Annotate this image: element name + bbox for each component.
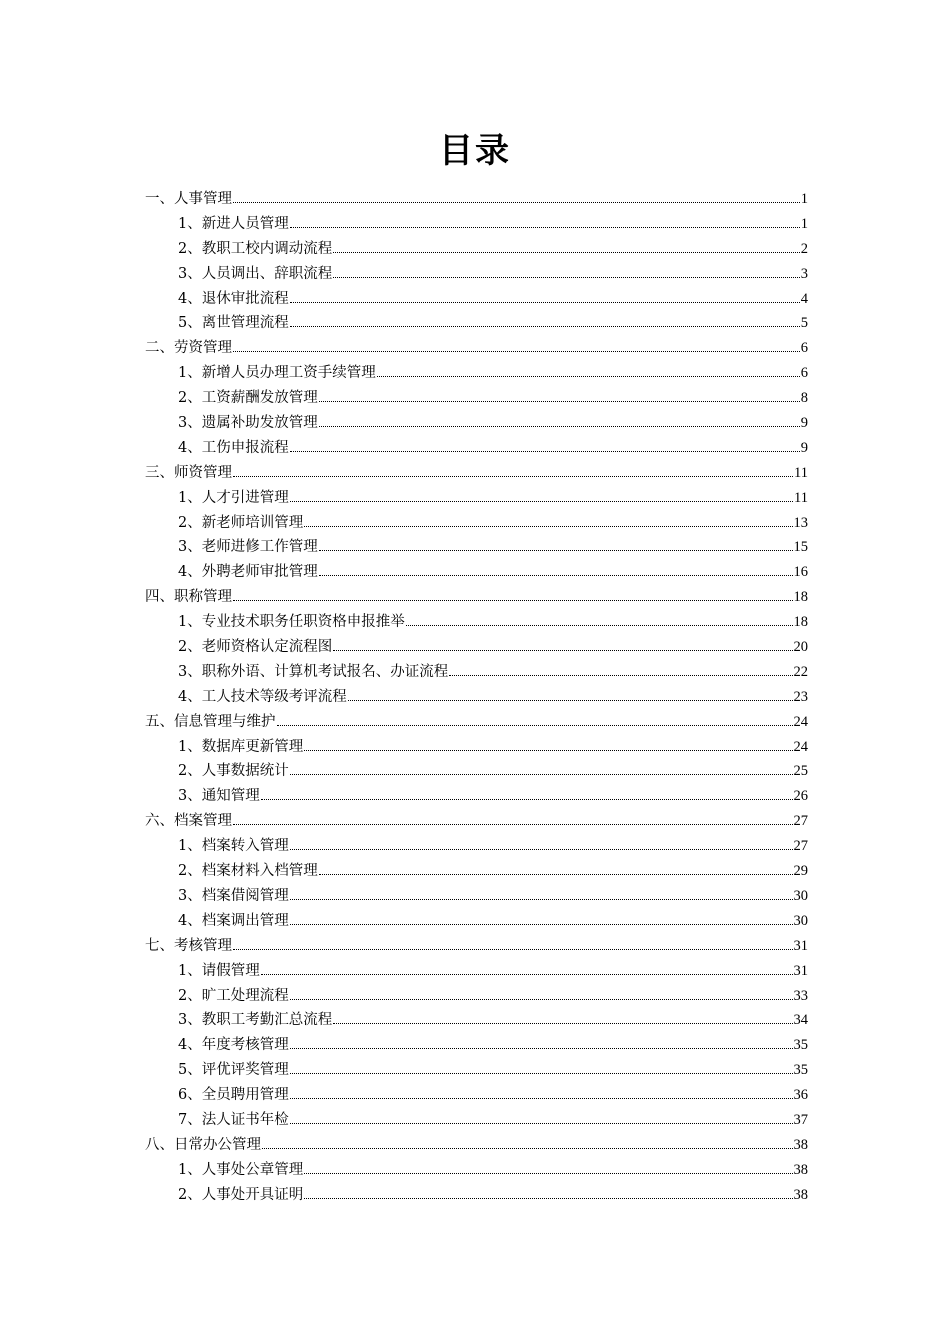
toc-dot-leader — [290, 848, 793, 850]
toc-subsection-entry[interactable] — [145, 287, 808, 312]
toc-dot-leader — [233, 350, 800, 352]
toc-subsection-entry[interactable] — [145, 361, 808, 386]
toc-subsection-entry[interactable] — [145, 635, 808, 660]
toc-page-number: 24 — [793, 738, 808, 755]
toc-subsection-entry[interactable] — [145, 212, 808, 237]
toc-dot-leader — [449, 674, 792, 676]
toc-subsection-entry[interactable] — [145, 535, 808, 560]
toc-dot-leader — [304, 1172, 792, 1174]
toc-subsection-entry[interactable] — [145, 486, 808, 511]
toc-page-number: 37 — [793, 1111, 808, 1128]
toc-page-number: 24 — [793, 713, 808, 730]
toc-page-number: 38 — [793, 1161, 808, 1178]
toc-page-number: 11 — [794, 489, 808, 506]
toc-dot-leader — [290, 898, 793, 900]
toc-page-number: 11 — [794, 464, 808, 481]
toc-entry-label: 6、全员聘用管理 — [178, 1087, 289, 1104]
toc-subsection-entry[interactable] — [145, 610, 808, 635]
toc-entry-label: 4、退休审批流程 — [178, 290, 289, 307]
toc-page-number: 13 — [793, 514, 808, 531]
toc-dot-leader — [233, 948, 793, 950]
toc-dot-leader — [290, 1097, 793, 1099]
toc-page-number: 16 — [793, 564, 808, 581]
toc-section-entry[interactable] — [145, 934, 808, 959]
toc-dot-leader — [262, 1147, 793, 1149]
toc-subsection-entry[interactable] — [145, 436, 808, 461]
toc-subsection-entry[interactable] — [145, 660, 808, 685]
toc-subsection-entry[interactable] — [145, 1183, 808, 1208]
toc-page-number: 5 — [800, 315, 808, 332]
toc-page-number: 6 — [800, 340, 808, 357]
toc-entry-label: 2、档案材料入档管理 — [178, 863, 318, 880]
toc-dot-leader — [319, 574, 793, 576]
toc-entry-label: 3、档案借阅管理 — [178, 887, 289, 904]
toc-subsection-entry[interactable] — [145, 984, 808, 1009]
toc-entry-label: 1、人才引进管理 — [178, 489, 289, 506]
toc-page-number: 27 — [793, 838, 808, 855]
toc-subsection-entry[interactable] — [145, 884, 808, 909]
toc-dot-leader — [319, 425, 800, 427]
toc-page-number: 9 — [800, 415, 808, 432]
toc-entry-label: 4、年度考核管理 — [178, 1037, 289, 1054]
toc-subsection-entry[interactable] — [145, 511, 808, 536]
toc-page-number: 27 — [793, 813, 808, 830]
toc-page-number: 25 — [793, 763, 808, 780]
toc-subsection-entry[interactable] — [145, 1033, 808, 1058]
toc-dot-leader — [290, 226, 800, 228]
toc-page-number: 26 — [793, 788, 808, 805]
toc-entry-label: 3、老师进修工作管理 — [178, 539, 318, 556]
toc-dot-leader — [290, 325, 800, 327]
toc-page-number: 1 — [800, 215, 808, 232]
toc-subsection-entry[interactable] — [145, 1008, 808, 1033]
toc-page-number: 30 — [793, 887, 808, 904]
toc-section-entry[interactable] — [145, 585, 808, 610]
toc-dot-leader — [319, 400, 800, 402]
toc-page-number: 3 — [800, 265, 808, 282]
toc-page-number: 36 — [793, 1087, 808, 1104]
toc-entry-label: 1、新增人员办理工资手续管理 — [178, 365, 376, 382]
toc-page-number: 20 — [793, 639, 808, 656]
toc-section-entry[interactable] — [145, 1133, 808, 1158]
toc-section-entry[interactable] — [145, 809, 808, 834]
toc-entry-label: 3、职称外语、计算机考试报名、办证流程 — [178, 663, 449, 680]
toc-entry-label: 3、教职工考勤汇总流程 — [178, 1012, 333, 1029]
toc-subsection-entry[interactable] — [145, 411, 808, 436]
toc-dot-leader — [290, 1122, 793, 1124]
toc-page-number: 18 — [793, 589, 808, 606]
toc-dot-leader — [304, 525, 792, 527]
toc-dot-leader — [406, 624, 793, 626]
toc-subsection-entry[interactable] — [145, 784, 808, 809]
toc-dot-leader — [261, 973, 793, 975]
toc-dot-leader — [290, 1072, 793, 1074]
toc-entry-label: 五、信息管理与维护 — [145, 713, 276, 730]
toc-dot-leader — [319, 549, 793, 551]
toc-section-entry[interactable] — [145, 187, 808, 212]
toc-page-number: 9 — [800, 439, 808, 456]
toc-entry-label: 三、师资管理 — [145, 464, 232, 481]
toc-entry-label: 2、老师资格认定流程图 — [178, 639, 333, 656]
toc-entry-label: 四、职称管理 — [145, 589, 232, 606]
toc-entry-label: 1、专业技术职务任职资格申报推举 — [178, 614, 405, 631]
toc-entry-label: 4、外聘老师审批管理 — [178, 564, 318, 581]
toc-section-entry[interactable] — [145, 461, 808, 486]
toc-page-number: 31 — [793, 962, 808, 979]
toc-entry-label: 八、日常办公管理 — [145, 1136, 261, 1153]
toc-subsection-entry[interactable] — [145, 237, 808, 262]
toc-subsection-entry[interactable] — [145, 1158, 808, 1183]
toc-subsection-entry[interactable] — [145, 959, 808, 984]
toc-page-number: 2 — [800, 240, 808, 257]
toc-page-number: 6 — [800, 365, 808, 382]
toc-dot-leader — [233, 823, 793, 825]
toc-entry-label: 2、人事数据统计 — [178, 763, 289, 780]
toc-dot-leader — [290, 998, 793, 1000]
toc-entry-label: 4、工伤申报流程 — [178, 439, 289, 456]
toc-page-number: 35 — [793, 1062, 808, 1079]
toc-dot-leader — [304, 1197, 792, 1199]
toc-entry-label: 5、评优评奖管理 — [178, 1062, 289, 1079]
toc-entry-label: 1、档案转入管理 — [178, 838, 289, 855]
toc-dot-leader — [333, 649, 792, 651]
toc-page-number: 23 — [793, 688, 808, 705]
toc-entry-label: 3、人员调出、辞职流程 — [178, 265, 333, 282]
toc-entry-label: 2、新老师培训管理 — [178, 514, 304, 531]
toc-entry-label: 2、旷工处理流程 — [178, 987, 289, 1004]
toc-subsection-entry[interactable] — [145, 735, 808, 760]
page-title: 目录 — [439, 131, 511, 171]
toc-entry-label: 2、工资薪酬发放管理 — [178, 390, 318, 407]
toc-dot-leader — [290, 923, 793, 925]
toc-dot-leader — [304, 749, 792, 751]
toc-entry-label: 1、人事处公章管理 — [178, 1161, 304, 1178]
toc-entry-label: 7、法人证书年检 — [178, 1111, 289, 1128]
toc-subsection-entry[interactable] — [145, 909, 808, 934]
toc-entry-label: 六、档案管理 — [145, 813, 232, 830]
toc-dot-leader — [290, 1047, 793, 1049]
toc-entry-label: 1、数据库更新管理 — [178, 738, 304, 755]
toc-page-number: 33 — [793, 987, 808, 1004]
toc-entry-label: 3、遗属补助发放管理 — [178, 415, 318, 432]
toc-subsection-entry[interactable] — [145, 1083, 808, 1108]
toc-dot-leader — [377, 375, 800, 377]
toc-subsection-entry[interactable] — [145, 685, 808, 710]
toc-page-number: 18 — [793, 614, 808, 631]
toc-entry-label: 七、考核管理 — [145, 937, 232, 954]
toc-page-number: 8 — [800, 390, 808, 407]
toc-dot-leader — [290, 450, 800, 452]
toc-dot-leader — [333, 276, 800, 278]
toc-page-number: 34 — [793, 1012, 808, 1029]
toc-dot-leader — [233, 201, 800, 203]
toc-dot-leader — [277, 724, 793, 726]
toc-subsection-entry[interactable] — [145, 1058, 808, 1083]
toc-entry-label: 3、通知管理 — [178, 788, 260, 805]
toc-page-number: 22 — [793, 663, 808, 680]
toc-dot-leader — [333, 1022, 792, 1024]
toc-entry-label: 1、请假管理 — [178, 962, 260, 979]
toc-dot-leader — [290, 500, 793, 502]
toc-dot-leader — [261, 798, 793, 800]
toc-dot-leader — [290, 773, 793, 775]
toc-entry-label: 2、教职工校内调动流程 — [178, 240, 333, 257]
toc-dot-leader — [319, 873, 793, 875]
toc-entry-label: 1、新进人员管理 — [178, 215, 289, 232]
toc-subsection-entry[interactable] — [145, 560, 808, 585]
table-of-contents — [145, 187, 808, 1208]
toc-page-number: 4 — [800, 290, 808, 307]
toc-subsection-entry[interactable] — [145, 311, 808, 336]
toc-dot-leader — [233, 599, 793, 601]
toc-entry-label: 4、工人技术等级考评流程 — [178, 688, 347, 705]
toc-dot-leader — [348, 699, 793, 701]
toc-dot-leader — [333, 251, 800, 253]
toc-entry-label: 二、劳资管理 — [145, 340, 232, 357]
toc-subsection-entry[interactable] — [145, 386, 808, 411]
toc-dot-leader — [290, 301, 800, 303]
toc-section-entry[interactable] — [145, 710, 808, 735]
toc-page-number: 31 — [793, 937, 808, 954]
toc-page-number: 38 — [793, 1136, 808, 1153]
toc-section-entry[interactable] — [145, 336, 808, 361]
toc-page-number: 35 — [793, 1037, 808, 1054]
toc-subsection-entry[interactable] — [145, 262, 808, 287]
toc-dot-leader — [233, 475, 793, 477]
toc-page-number: 15 — [793, 539, 808, 556]
toc-subsection-entry[interactable] — [145, 834, 808, 859]
toc-page-number: 1 — [800, 191, 808, 207]
toc-subsection-entry[interactable] — [145, 859, 808, 884]
toc-page-number: 30 — [793, 912, 808, 929]
toc-page-number: 29 — [793, 863, 808, 880]
toc-entry-label: 一、人事管理 — [145, 191, 232, 207]
toc-entry-label: 5、离世管理流程 — [178, 315, 289, 332]
toc-entry-label: 4、档案调出管理 — [178, 912, 289, 929]
toc-page-number: 38 — [793, 1186, 808, 1203]
toc-entry-label: 2、人事处开具证明 — [178, 1186, 304, 1203]
toc-subsection-entry[interactable] — [145, 1108, 808, 1133]
toc-subsection-entry[interactable] — [145, 759, 808, 784]
